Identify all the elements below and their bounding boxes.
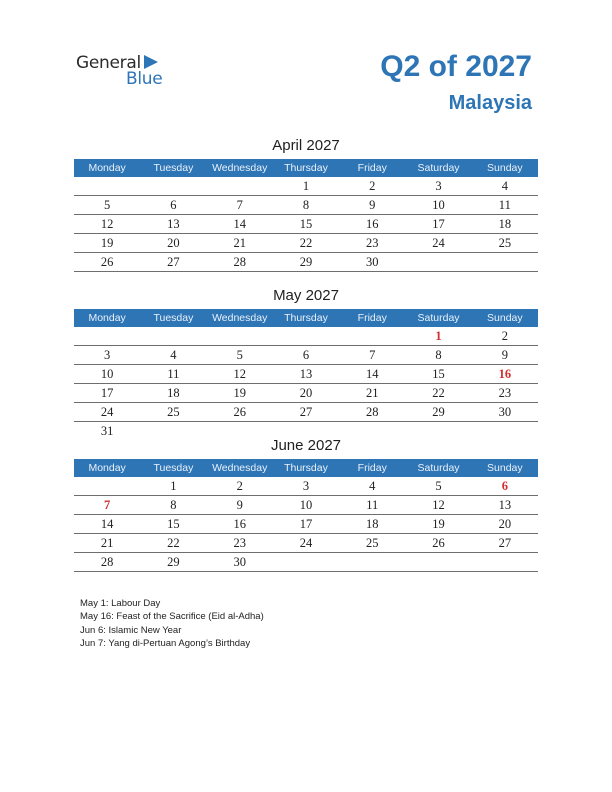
day-cell: 29 — [432, 405, 445, 419]
weekday-label: Saturday — [417, 162, 460, 174]
day-cell: 3 — [435, 179, 442, 193]
week-row — [74, 253, 538, 272]
weekday-label: Wednesday — [212, 462, 268, 474]
weekday-label: Tuesday — [153, 312, 194, 324]
weekday-label: Monday — [88, 162, 126, 174]
holiday-note: Jun 7: Yang di-Pertuan Agong’s Birthday — [80, 637, 251, 649]
day-cell — [140, 177, 206, 195]
day-cell: 19 — [233, 386, 246, 400]
weekday-label: Tuesday — [153, 162, 194, 174]
day-cell — [472, 253, 538, 271]
day-cell — [74, 177, 140, 195]
day-cell: 18 — [366, 517, 379, 531]
day-cell: 17 — [299, 517, 313, 531]
holiday-note: Jun 6: Islamic New Year — [80, 624, 182, 636]
day-cell: 18 — [498, 217, 512, 231]
day-cell: 18 — [167, 386, 180, 400]
weekday-header — [74, 159, 538, 177]
day-cell: 25 — [498, 236, 512, 250]
day-cell — [339, 327, 405, 345]
day-cell: 14 — [233, 217, 246, 231]
day-cell: 22 — [299, 236, 313, 250]
day-cell: 20 — [299, 386, 313, 400]
day-cell: 29 — [299, 255, 313, 269]
day-cell: 23 — [366, 236, 379, 250]
day-cell: 5 — [435, 479, 442, 493]
day-cell — [339, 553, 405, 571]
day-cell: 9 — [236, 498, 243, 512]
weeks-grid — [74, 327, 538, 440]
weekday-label: Wednesday — [212, 312, 268, 324]
day-cell: 12 — [233, 367, 246, 381]
day-cell: 25 — [366, 536, 379, 550]
day-cell: 7 — [236, 198, 243, 212]
day-cell — [140, 327, 206, 345]
weekday-label: Monday — [88, 312, 126, 324]
day-cell: 27 — [167, 255, 180, 269]
day-cell: 14 — [366, 367, 379, 381]
weekday-header — [74, 459, 538, 477]
logo-triangle-icon — [144, 55, 158, 69]
logo-text-blue: Blue — [126, 69, 163, 89]
week-row — [74, 477, 538, 496]
holiday-day-cell: 7 — [104, 498, 111, 512]
day-cell: 20 — [167, 236, 180, 250]
day-cell: 3 — [104, 348, 111, 362]
day-cell — [405, 553, 471, 571]
page-title: Q2 of 2027 — [380, 50, 532, 83]
day-cell: 17 — [432, 217, 445, 231]
weekday-label: Thursday — [284, 162, 328, 174]
day-cell — [74, 327, 140, 345]
weekday-label: Thursday — [284, 462, 328, 474]
weekday-label: Sunday — [487, 162, 523, 174]
day-cell: 4 — [369, 479, 376, 493]
day-cell: 13 — [498, 498, 512, 512]
day-cell — [273, 327, 339, 345]
day-cell: 20 — [498, 517, 512, 531]
day-cell: 19 — [100, 236, 114, 250]
week-row — [74, 177, 538, 196]
day-cell: 19 — [432, 517, 445, 531]
week-row — [74, 534, 538, 553]
day-cell: 6 — [170, 198, 177, 212]
week-row — [74, 365, 538, 384]
day-cell: 5 — [104, 198, 111, 212]
day-cell: 28 — [366, 405, 379, 419]
day-cell — [207, 327, 273, 345]
week-row — [74, 496, 538, 515]
day-cell: 2 — [369, 179, 376, 193]
day-cell: 15 — [167, 517, 180, 531]
generalblue-logo — [76, 53, 186, 89]
day-cell: 17 — [100, 386, 114, 400]
day-cell: 8 — [302, 198, 310, 212]
day-cell: 1 — [170, 479, 177, 493]
day-cell — [405, 253, 471, 271]
day-cell: 23 — [498, 386, 512, 400]
day-cell: 24 — [432, 236, 445, 250]
day-cell: 26 — [233, 405, 246, 419]
day-cell — [472, 553, 538, 571]
weekday-label: Sunday — [487, 462, 523, 474]
day-cell: 15 — [299, 217, 313, 231]
day-cell: 12 — [100, 217, 114, 231]
day-cell: 10 — [299, 498, 313, 512]
day-cell: 24 — [299, 536, 313, 550]
holiday-day-cell: 1 — [435, 329, 442, 343]
holiday-day-cell: 16 — [498, 367, 512, 381]
weekday-label: Tuesday — [153, 462, 194, 474]
weekday-label: Thursday — [284, 312, 328, 324]
day-cell: 13 — [167, 217, 180, 231]
day-cell: 15 — [432, 367, 445, 381]
country-subtitle: Malaysia — [448, 92, 532, 114]
holiday-note: May 16: Feast of the Sacrifice (Eid al-Adha) — [80, 611, 264, 623]
day-cell: 12 — [432, 498, 445, 512]
day-cell: 21 — [366, 386, 379, 400]
day-cell: 4 — [501, 179, 508, 193]
day-cell: 29 — [167, 555, 180, 569]
day-cell: 9 — [501, 348, 508, 362]
weekday-label: Monday — [88, 462, 126, 474]
day-cell: 2 — [236, 479, 243, 493]
day-cell: 30 — [366, 255, 379, 269]
day-cell: 30 — [498, 405, 512, 419]
weekday-header — [74, 309, 538, 327]
day-cell: 28 — [233, 255, 246, 269]
day-cell: 26 — [100, 255, 114, 269]
day-cell: 6 — [302, 348, 310, 362]
day-cell: 24 — [100, 405, 114, 419]
logo-text-general: General — [76, 53, 141, 73]
week-row — [74, 346, 538, 365]
month-title: June 2027 — [270, 437, 342, 454]
day-cell: 16 — [233, 517, 246, 531]
day-cell — [74, 477, 140, 495]
holiday-day-cell: 6 — [501, 479, 508, 493]
day-cell: 10 — [100, 367, 114, 381]
week-row — [74, 327, 538, 346]
month-title: May 2027 — [273, 287, 339, 304]
day-cell: 26 — [432, 536, 445, 550]
day-cell: 4 — [170, 348, 177, 362]
weeks-grid — [74, 177, 538, 272]
day-cell: 14 — [100, 517, 114, 531]
day-cell: 7 — [369, 348, 376, 362]
day-cell: 10 — [432, 198, 445, 212]
weekday-label: Friday — [357, 162, 387, 174]
day-cell: 22 — [432, 386, 445, 400]
day-cell: 11 — [167, 367, 180, 381]
day-cell: 27 — [498, 536, 512, 550]
weekday-label: Saturday — [417, 312, 460, 324]
day-cell: 2 — [501, 329, 508, 343]
month-title: April 2027 — [272, 137, 340, 154]
weekday-label: Friday — [357, 462, 387, 474]
day-cell: 27 — [299, 405, 313, 419]
day-cell: 11 — [366, 498, 379, 512]
day-cell: 8 — [170, 498, 177, 512]
day-cell: 3 — [302, 479, 310, 493]
day-cell — [207, 177, 273, 195]
day-cell: 9 — [369, 198, 376, 212]
day-cell: 1 — [302, 179, 310, 193]
day-cell: 16 — [366, 217, 379, 231]
day-cell: 31 — [100, 424, 114, 438]
day-cell: 25 — [167, 405, 180, 419]
day-cell: 28 — [100, 555, 114, 569]
weekday-label: Wednesday — [212, 162, 268, 174]
day-cell: 30 — [233, 555, 246, 569]
day-cell: 5 — [236, 348, 243, 362]
day-cell: 21 — [100, 536, 114, 550]
day-cell: 22 — [167, 536, 180, 550]
week-row — [74, 515, 538, 534]
day-cell: 11 — [498, 198, 511, 212]
holiday-notes — [80, 597, 264, 650]
day-cell: 8 — [435, 348, 442, 362]
day-cell — [273, 553, 339, 571]
day-cell: 13 — [299, 367, 313, 381]
week-row — [74, 553, 538, 572]
day-cell: 21 — [233, 236, 246, 250]
weekday-label: Friday — [357, 312, 387, 324]
week-row — [74, 215, 538, 234]
day-cell: 23 — [233, 536, 246, 550]
weekday-label: Sunday — [487, 312, 523, 324]
holiday-note: May 1: Labour Day — [80, 598, 161, 609]
week-row — [74, 403, 538, 422]
week-row — [74, 196, 538, 215]
week-row — [74, 384, 538, 403]
weekday-label: Saturday — [417, 462, 460, 474]
weeks-grid — [74, 477, 538, 572]
week-row — [74, 234, 538, 253]
